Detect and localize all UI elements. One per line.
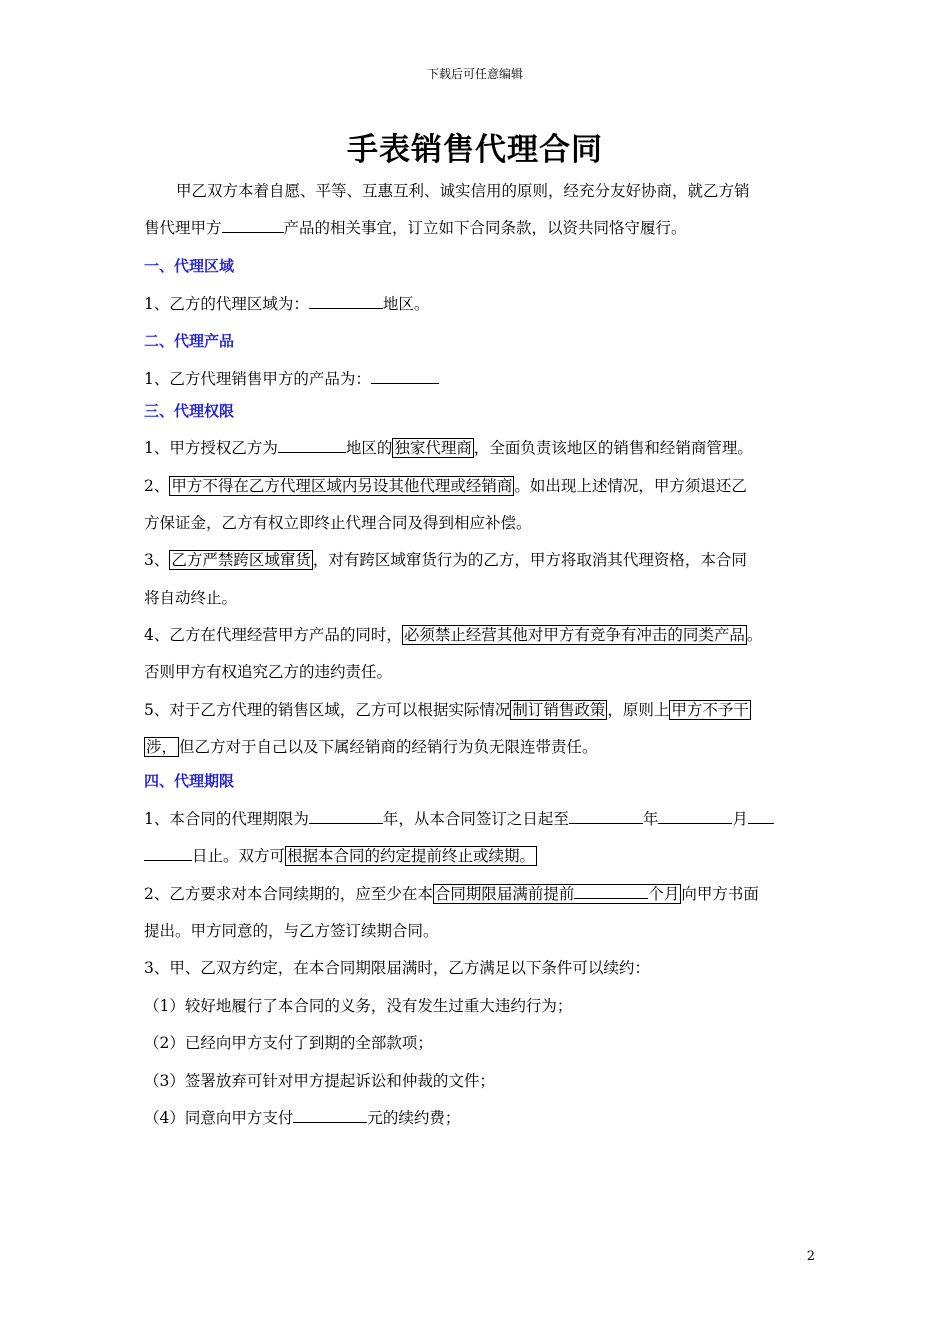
term-item-3: 3、甲、乙双方约定，在本合同期限届满时，乙方满足以下条件可以续约： [144,959,650,977]
authority-item-3: 3、 乙方严禁跨区域窜货 ，对有跨区域窜货行为的乙方，甲方将取消其代理资格，本合同 [144,551,747,569]
authority-item-5: 5、对于乙方代理的销售区域，乙方可以根据实际情况 制订销售政策 ，原则上 甲方不予干 [144,701,749,719]
section-heading-region: 一、代理区域 [144,257,235,275]
blank-field [658,808,732,824]
blank-field [748,808,774,824]
renewal-condition-4: （4）同意向甲方支付 元的续约费； [144,1109,461,1127]
boxed-term: 乙方严禁跨区域窜货 [171,551,311,569]
authority-item-5-cont: 涉， 但乙方对于自己以及下属经销商的经销行为负无限连带责任。 [146,738,598,756]
boxed-term: 必须禁止经营其他对甲方有竞争有冲击的同类产品 [403,626,745,644]
boxed-term: 甲方不予干 [671,701,749,719]
blank-field [309,293,383,309]
section-heading-product: 二、代理产品 [144,332,235,350]
boxed-term: 涉， [146,738,178,756]
section-heading-authority: 三、代理权限 [144,402,235,420]
blank-field [371,368,439,384]
intro-line-1: 甲乙双方本着自愿、平等、互惠互利、诚实信用的原则，经充分友好协商，就乙方销 [176,182,750,200]
authority-item-4: 4、乙方在代理经营甲方产品的同时， 必须禁止经营其他对甲方有竞争有冲击的同类产品 。 [144,626,763,644]
boxed-term: 甲方不得在乙方代理区域内另设其他代理或经销商 [171,477,513,495]
blank-field [144,845,192,861]
blank-field [278,437,346,453]
page-header: 下载后可任意编辑 [426,67,523,81]
boxed-term: 根据本合同的约定提前终止或续期。 [287,847,536,865]
blank-field [574,883,648,899]
blank-field [222,217,284,233]
renewal-condition-2: （2）已经向甲方支付了到期的全部款项； [144,1034,433,1052]
renewal-condition-3: （3）签署放弃可针对甲方提起诉讼和仲裁的文件； [144,1072,495,1090]
region-item-1: 1、乙方的代理区域为： 地区。 [144,295,430,313]
term-item-2-cont: 提出。甲方同意的，与乙方签订续期合同。 [144,922,439,940]
blank-field [569,808,643,824]
authority-item-1: 1、甲方授权乙方为 地区的 独家代理商 ，全面负责该地区的销售和经销商管理。 [144,439,753,457]
boxed-term: 制订销售政策 [512,701,606,719]
term-item-1-cont: 日止。双方可 根据本合同的约定提前终止或续期。 [144,845,537,867]
renewal-condition-1: （1）较好地履行了本合同的义务，没有发生过重大违约行为； [144,997,573,1015]
blank-field [309,808,383,824]
page-number: 2 [806,1249,815,1264]
boxed-term: 独家代理商 [394,439,472,457]
product-item-1: 1、乙方代理销售甲方的产品为： [144,368,439,390]
authority-item-4-cont: 否则甲方有权追究乙方的违约责任。 [144,663,393,681]
authority-item-2: 2、 甲方不得在乙方代理区域内另设其他代理或经销商 。如出现上述情况，甲方须退还乙 [144,477,747,495]
term-item-1: 1、本合同的代理期限为 年，从本合同签订之日起至 年 月 [144,808,774,830]
authority-item-2-cont: 方保证金，乙方有权立即终止代理合同及得到相应补偿。 [144,514,532,532]
intro-line-2: 售代理甲方 产品的相关事宜，订立如下合同条款，以资共同恪守履行。 [144,219,687,237]
term-item-2: 2、乙方要求对本合同续期的，应至少在本 合同期限届满前提前 个月 向甲方书面 [144,885,759,903]
section-heading-term: 四、代理期限 [144,772,235,790]
boxed-term: 合同期限届满前提前 个月 [434,885,680,903]
blank-field [293,1107,367,1123]
document-title: 手表销售代理合同 [347,132,603,168]
authority-item-3-cont: 将自动终止。 [144,589,238,607]
